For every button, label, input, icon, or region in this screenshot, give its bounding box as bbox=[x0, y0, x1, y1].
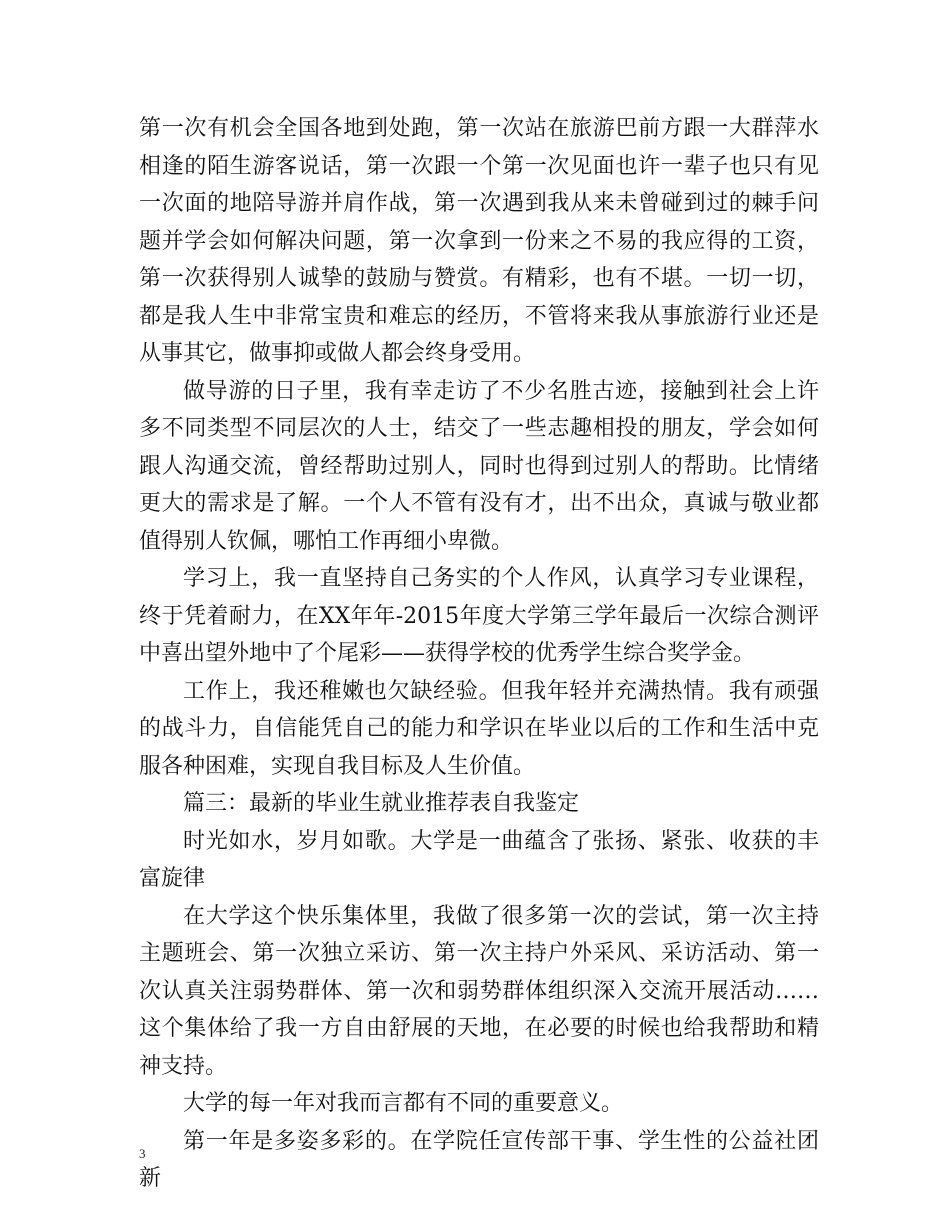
section-heading: 篇三：最新的毕业生就业推荐表自我鉴定 bbox=[183, 791, 580, 816]
paragraph-4: 工作上，我还稚嫩也欠缺经验。但我年轻并充满热情。我有顽强的战斗力，自信能凭自己的能力和学识在毕业以后的工作和生活中克服各种困难，实现自我目标及人生价值。 bbox=[139, 678, 819, 779]
paragraph-2: 做导游的日子里，我有幸走访了不少名胜古迹，接触到社会上许多不同类型不同层次的人士，结交了一些志趣相投的朋友，学会如何跟人沟通交流，曾经帮助过别人，同时也得到过别人的帮助。比情绪更大的需求是了解。一个人不管有没有才，出不出众，真诚与敬业都值得别人钦佩，哪怕工作再细小卑微。 bbox=[139, 378, 819, 554]
paragraph-7: 在大学这个快乐集体里，我做了很多第一次的尝试，第一次主持主题班会、第一次独立采访、第一次主持户外采风、采访活动、第一次认真关注弱势群体、第一次和弱势群体组织深入交流开展活动……这个集体给了我一方自由舒展的天地，在必要的时候也给我帮助和精神支持。 bbox=[139, 903, 819, 1079]
paragraph-9: 第一年是多姿多彩的。在学院任宣传部干事、学生性的公益社团新 bbox=[139, 1128, 819, 1191]
document-body bbox=[139, 110, 819, 1198]
paragraph-3: 学习上，我一直坚持自己务实的个人作风，认真学习专业课程，终于凭着耐力，在XX年年-2015年度大学第三学年最后一次综合测评中喜出望外地中了个尾彩——获得学校的优秀学生综合奖学金。 bbox=[139, 566, 819, 666]
paragraph-1: 第一次有机会全国各地到处跑，第一次站在旅游巴前方跟一大群萍水相逢的陌生游客说话，第一次跟一个第一次见面也许一辈子也只有见一次面的地陪导游并肩作战，第一次遇到我从来未曾碰到过的棘手问题并学会如何解决问题，第一次拿到一份来之不易的我应得的工资，第一次获得别人诚挚的鼓励与赞赏。有精彩，也有不堪。一切一切，都是我人生中非常宝贵和难忘的经历，不管将来我从事旅游行业还是从事其它，做事抑或做人都会终身受用。 bbox=[139, 116, 819, 366]
page-number: 3 bbox=[139, 1146, 146, 1161]
paragraph-6: 时光如水，岁月如歌。大学是一曲蕴含了张扬、紧张、收获的丰富旋律 bbox=[139, 828, 819, 891]
paragraph-8: 大学的每一年对我而言都有不同的重要意义。 bbox=[183, 1091, 624, 1116]
